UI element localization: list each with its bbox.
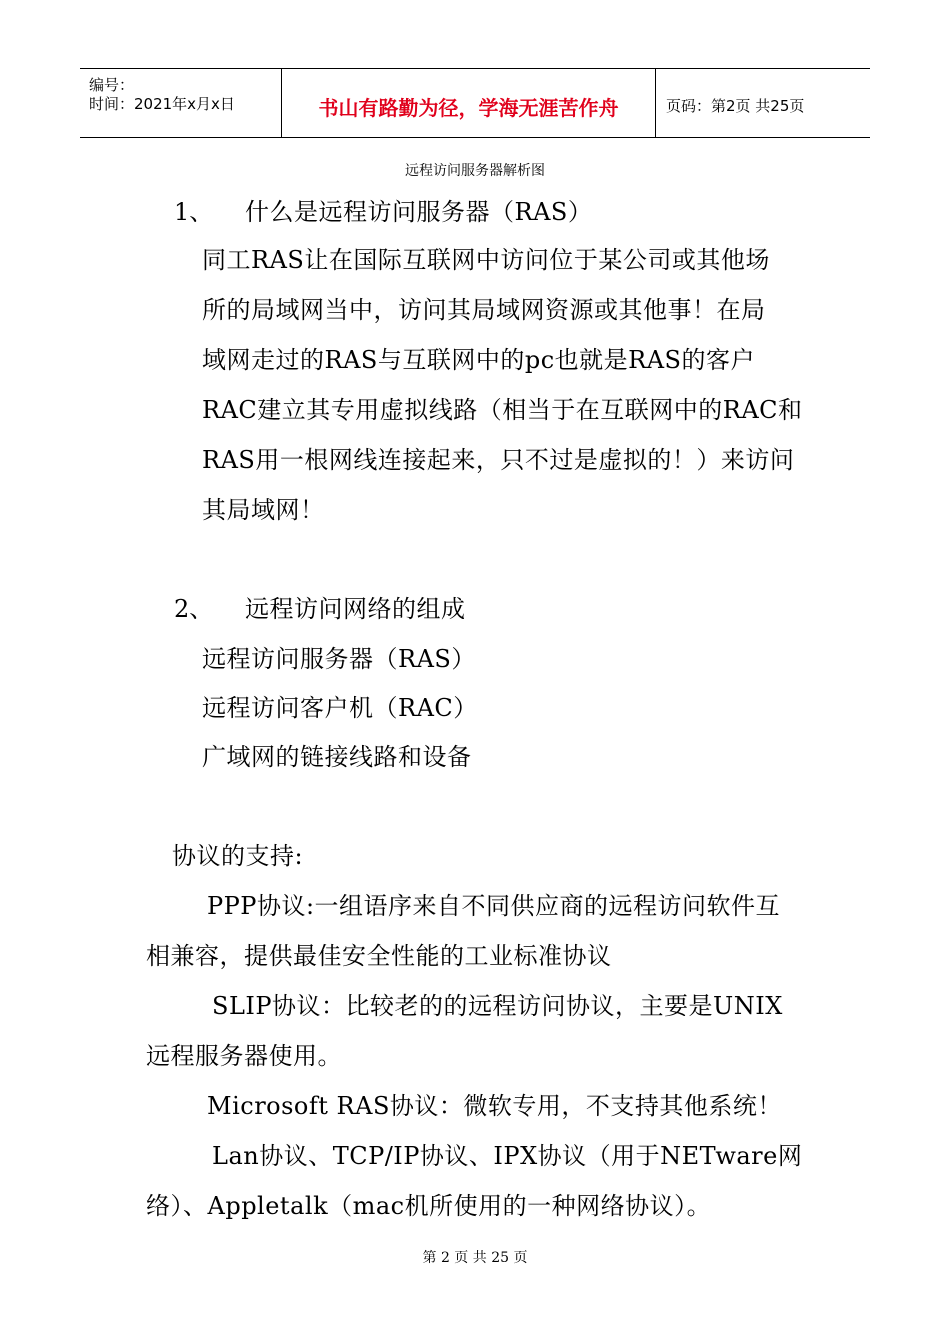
- protocols-line: PPP协议:一组语序来自不同供应商的远程访问软件互: [207, 892, 781, 920]
- date-label: 时间：2021年x月x日: [89, 95, 235, 113]
- protocols-line: 络）、Appletalk（mac机所使用的一种网络协议）。: [146, 1192, 712, 1220]
- header-meta-cell: [80, 69, 282, 137]
- protocols-heading: 协议的支持:: [172, 842, 304, 870]
- section1-line: 同工RAS让在国际互联网中访问位于某公司或其他场: [202, 246, 770, 274]
- document-title: 远程访问服务器解析图: [405, 163, 545, 179]
- section1-number: 1、: [174, 198, 214, 226]
- section2-item: 远程访问客户机（RAC）: [202, 694, 478, 722]
- serial-label: 编号：: [89, 76, 135, 94]
- header-motto-cell: [282, 69, 656, 137]
- protocols-line: 远程服务器使用。: [146, 1042, 342, 1070]
- section1-line: RAS用一根网线连接起来，只不过是虚拟的！）来访问: [202, 446, 795, 474]
- protocols-line: SLIP协议：比较老的的远程访问协议，主要是UNIX: [212, 992, 783, 1020]
- protocols-line: Lan协议、TCP/IP协议、IPX协议（用于NETware网: [212, 1142, 803, 1170]
- protocols-line: 相兼容，提供最佳安全性能的工业标准协议: [146, 942, 612, 970]
- page-header: [80, 68, 870, 138]
- section1-line: 域网走过的RAS与互联网中的pc也就是RAS的客户: [202, 346, 755, 374]
- section2-item: 广域网的链接线路和设备: [202, 743, 472, 771]
- section1-line: 所的局域网当中，访问其局域网资源或其他事！在局: [202, 296, 766, 324]
- header-motto: 书山有路勤为径，学海无涯苦作舟: [318, 96, 619, 120]
- section2-number: 2、: [174, 595, 214, 623]
- section1-heading: 什么是远程访问服务器（RAS）: [245, 198, 593, 226]
- section2-heading: 远程访问网络的组成: [245, 595, 466, 623]
- page-footer: 第 2 页 共 25 页: [422, 1250, 528, 1266]
- section2-item: 远程访问服务器（RAS）: [202, 645, 476, 673]
- header-page-info: 页码：第2页 共25页: [666, 97, 805, 115]
- header-page-cell: [656, 69, 870, 137]
- protocols-line: Microsoft RAS协议：微软专用，不支持其他系统！: [207, 1092, 782, 1120]
- section1-line: 其局域网！: [202, 496, 325, 524]
- section1-line: RAC建立其专用虚拟线路（相当于在互联网中的RAC和: [202, 396, 803, 424]
